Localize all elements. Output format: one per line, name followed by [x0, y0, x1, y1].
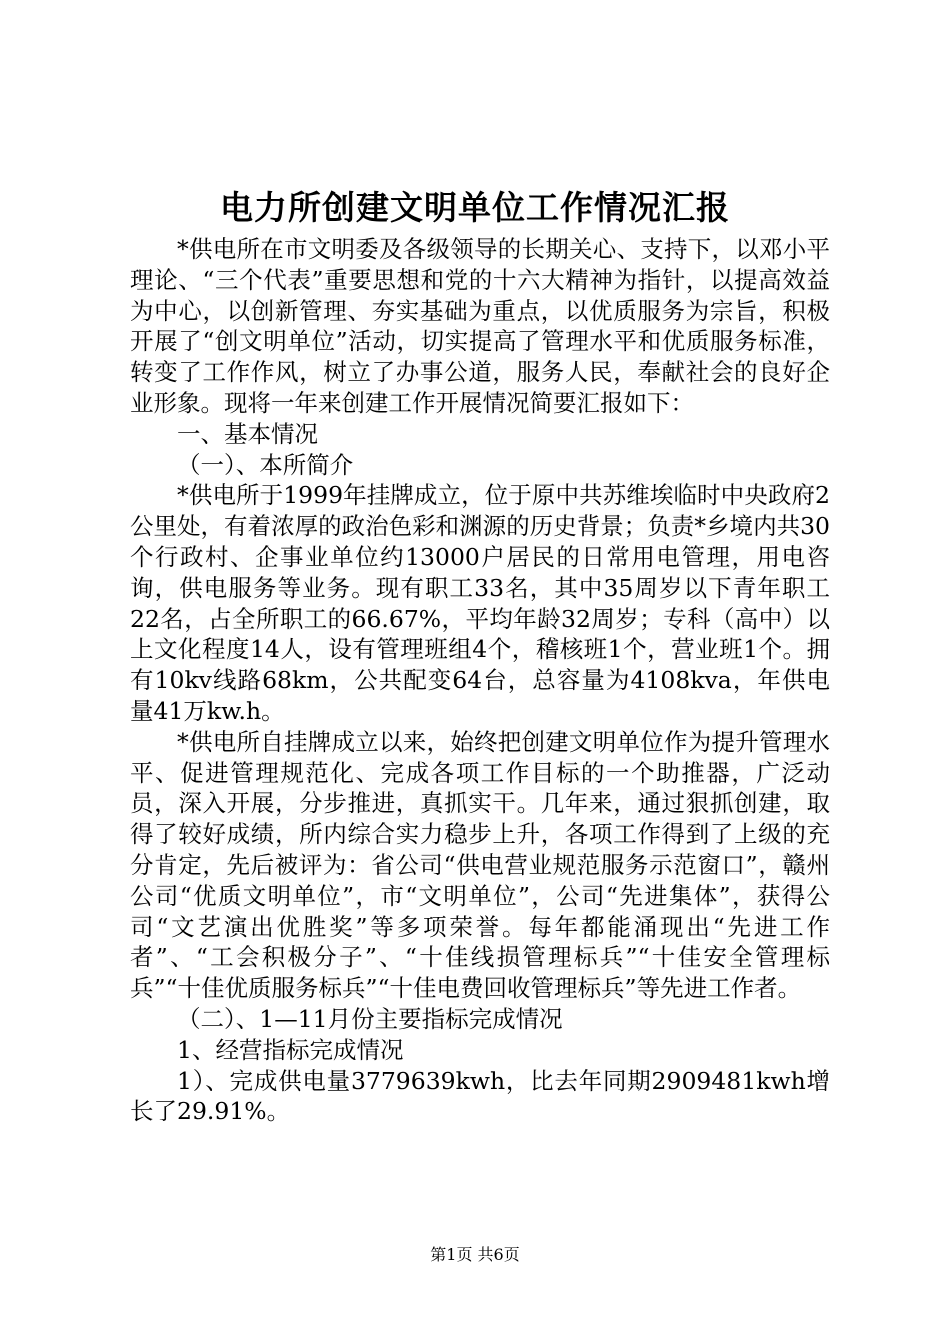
list-item-power-supply: 1）、完成供电量3779639kwh，比去年同期2909481kwh增长了29.91%。 [130, 1066, 830, 1126]
document-title: 电力所创建文明单位工作情况汇报 [220, 188, 730, 227]
subsection-heading-overview: （一）、本所简介 [177, 450, 354, 479]
page-footer: 第1页 共6页 [430, 1245, 520, 1264]
overview-paragraph: *供电所于1999年挂牌成立，位于原中共苏维埃临时中央政府2公里处，有着浓厚的政治色彩和渊源的历史背景；负责*乡境内共30个行政村、企事业单位约13000户居民的日常用电管理，用电咨询，供电服务等业务。现有职工33名，其中35周岁以下青年职工22名，占全所职工的66.67%，平均年龄32周岁；专科（高中）以上文化程度14人，设有管理班组4个，稽核班1个，营业班1个。拥有10kv线路68km，公共配变64台，总容量为4108kva，年供电量41万kw.h。 [130, 481, 830, 725]
document-body [130, 234, 830, 1127]
achievements-paragraph: *供电所自挂牌成立以来，始终把创建文明单位作为提升管理水平、促进管理规范化、完成各项工作目标的一个助推器，广泛动员，深入开展，分步推进，真抓实干。几年来，通过狠抓创建，取得了较好成绩，所内综合实力稳步上升，各项工作得到了上级的充分肯定，先后被评为：省公司“供电营业规范服务示范窗口”，赣州公司“优质文明单位”，市“文明单位”，公司“先进集体”，获得公司“文艺演出优胜奖”等多项荣誉。每年都能涌现出“先进工作者”、“工会积极分子”、“十佳线损管理标兵”“十佳安全管理标兵”“十佳优质服务标兵”“十佳电费回收管理标兵”等先进工作者。 [130, 727, 830, 1003]
section-heading-basic-info: 一、基本情况 [177, 419, 318, 448]
list-heading-business: 1、经营指标完成情况 [177, 1035, 404, 1064]
intro-paragraph: *供电所在市文明委及各级领导的长期关心、支持下，以邓小平理论、“三个代表”重要思想和党的十六大精神为指针，以提高效益为中心，以创新管理、夯实基础为重点，以优质服务为宗旨，积极开展了“创文明单位”活动，切实提高了管理水平和优质服务标准，转变了工作作风，树立了办事公道，服务人民，奉献社会的良好企业形象。现将一年来创建工作开展情况简要汇报如下： [130, 235, 830, 417]
subsection-heading-indicators: （二）、1—11月份主要指标完成情况 [177, 1004, 563, 1033]
